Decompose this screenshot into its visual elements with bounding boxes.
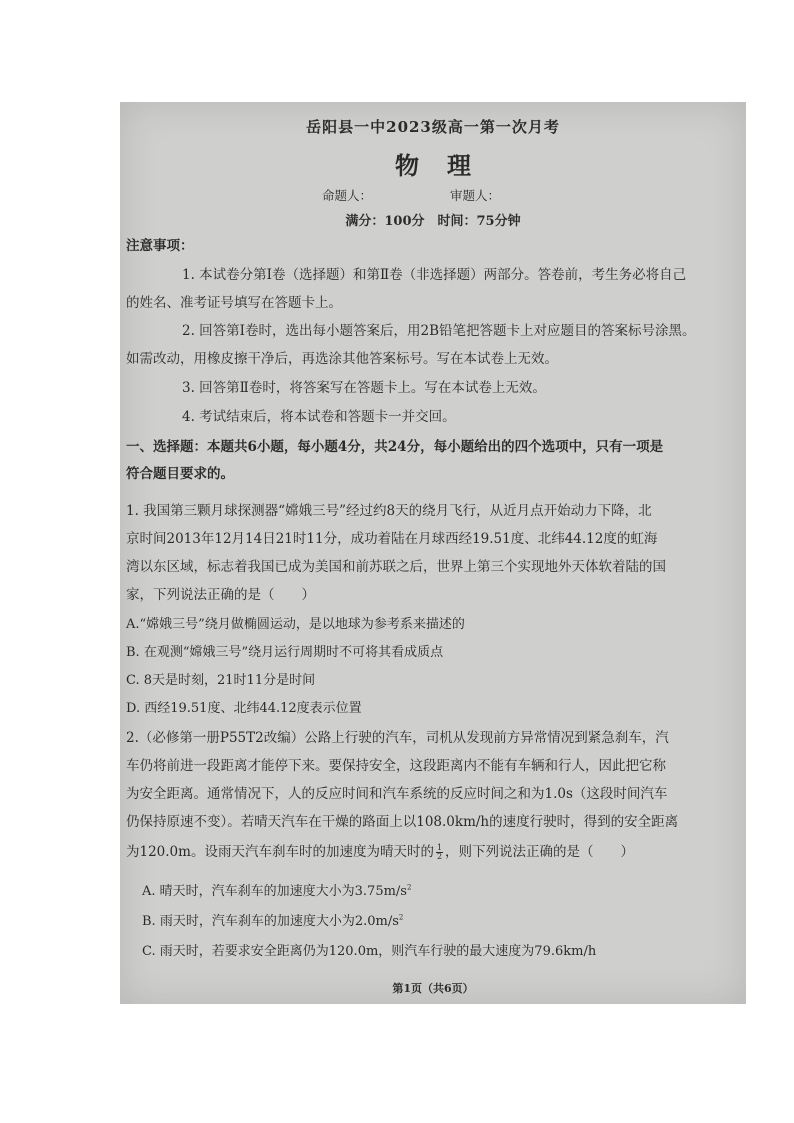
exam-sheet [120,102,746,1004]
q2-line-d: 仍保持原速不变）。若晴天汽车在干燥的路面上以108.0km/h的速度行驶时，得到的安全距离 [126,814,679,830]
q2-option-b [142,910,403,929]
fraction-numerator: 1 [436,843,443,852]
q2-option-a-exponent: 2 [406,883,412,892]
q1-line-a: 1. 我国第三颗月球探测器“嫦娥三号”经过约8天的绕月飞行，从近月点开始动力下降，北 [126,503,652,519]
q2-option-a [142,880,411,899]
author-label: 命题人： [322,188,373,203]
q1-option-c: C. 8天是时刻，21时11分是时间 [126,673,316,688]
notes-heading: 注意事项： [126,238,194,254]
q2-line-c: 为安全距离。通常情况下，人的反应时间和汽车系统的反应时间之和为1.0s（这段时间汽车 [126,786,668,802]
q1-line-d: 家，下列说法正确的是（ ） [126,587,315,603]
section1-b: 符合题目要求的。 [126,466,234,482]
q2-option-a-text: A. 晴天时，汽车刹车的加速度大小为3.75m/s [142,884,407,899]
note-2-a: 2. 回答第Ⅰ卷时，选出每小题答案后，用2B铅笔把答题卡上对应题目的答案标号涂黑。 [182,323,696,339]
note-4: 4. 考试结束后，将本试卷和答题卡一并交回。 [182,409,456,425]
q1-option-a: A.“嫦娥三号”绕月做椭圆运动，是以地球为参考系来描述的 [126,617,465,632]
q2-line-b: 车仍将前进一段距离才能停下来。要保持安全，这段距离内不能有车辆和行人，因此把它称 [126,758,666,774]
note-1-b: 的姓名、准考证号填写在答题卡上。 [126,295,342,311]
fraction-denominator: 2 [436,852,443,861]
exam-title: 岳阳县一中2023级高一第一次月考 [306,118,560,136]
score-time: 满分：100分 时间：75分钟 [345,214,521,229]
authors-line [120,186,746,204]
q1-line-b: 京时间2013年12月14日21时11分，成功着陆在月球西经19.51度、北纬44.12度的虹海 [126,531,658,547]
section1-a: 一、选择题：本题共6小题，每小题4分，共24分，每小题给出的四个选项中，只有一项是 [126,439,664,455]
page-number: 第1页（共6页） [392,982,474,995]
note-3: 3. 回答第Ⅱ卷时，将答案写在答题卡上。写在本试卷上无效。 [182,380,546,396]
half-fraction [436,844,443,861]
q1-option-b: B. 在观测“嫦娥三号”绕月运行周期时不可将其看成质点 [126,645,444,660]
q2-option-c: C. 雨天时，若要求安全距离仍为120.0m，则汽车行驶的最大速度为79.6km/h [142,944,597,959]
q2-line-e-pre: 为120.0m。设雨天汽车刹车时的加速度为晴天时的 [126,844,434,860]
subject-title: 物理 [395,151,499,180]
q1-line-c: 湾以东区域，标志着我国已成为美国和前苏联之后，世界上第三个实现地外天体软着陆的国 [126,559,666,575]
note-2-b: 如需改动，用橡皮擦干净后，再选涂其他答案标号。写在本试卷上无效。 [126,351,558,367]
note-1-a: 1. 本试卷分第Ⅰ卷（选择题）和第Ⅱ卷（非选择题）两部分。答卷前，考生务必将自己 [182,267,687,283]
q2-option-b-text: B. 雨天时，汽车刹车的加速度大小为2.0m/s [142,914,399,929]
q2-line-a: 2.（必修第一册P55T2改编）公路上行驶的汽车，司机从发现前方异常情况到紧急刹车，汽 [126,730,669,746]
q2-option-b-exponent: 2 [398,913,404,922]
q2-line-e-post: ，则下列说法正确的是（ ） [445,844,635,860]
q2-line-e [126,840,634,861]
reviewer-label: 审题人： [449,188,500,203]
q1-option-d: D. 西经19.51度、北纬44.12度表示位置 [126,701,362,716]
